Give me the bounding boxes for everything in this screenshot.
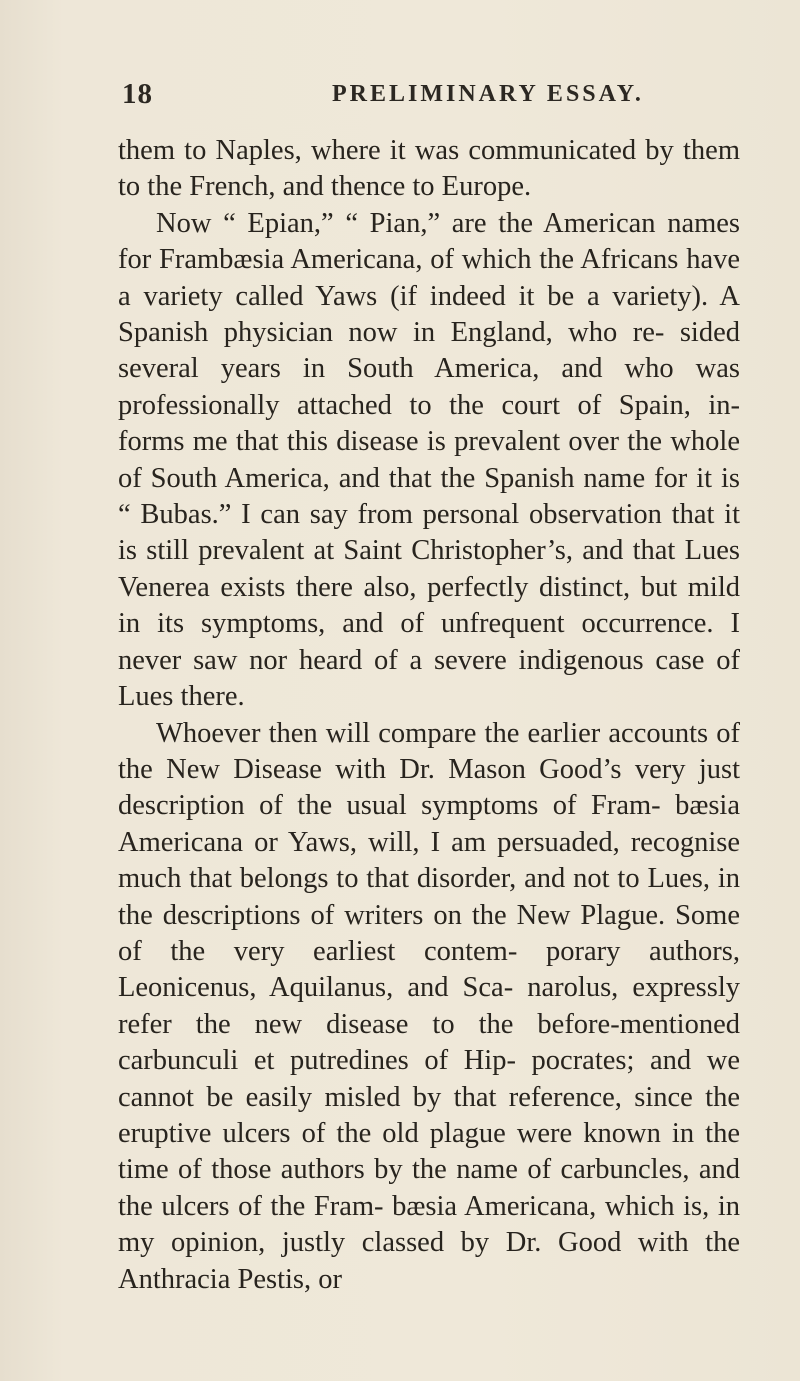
page-number: 18 xyxy=(122,78,153,110)
body-text xyxy=(118,133,740,1298)
paragraph-continuation: them to Naples, where it was communicated by them to the French, and thence to Europe. xyxy=(118,135,740,203)
running-title: PRELIMINARY ESSAY. xyxy=(332,81,644,107)
paragraph-epian-pian: Now “ Epian,” “ Pian,” are the American names for Frambæsia Americana, of which the Africans have a variety called Yaws (if indeed it be a variety). A Spanish physician now in England, who re- sided several years in South America, and who was professionally attached to the court of Spain, in- forms me that this disease is prevalent over the whole of South America, and that the Spanish name for it is “ Bubas.” I can say from personal observation that it is still prevalent at Saint Christopher’s, and that Lues Venerea exists there also, perfectly distinct, but mild in its symptoms, and of unfrequent occurrence. I never saw nor heard of a severe indigenous case of Lues there. xyxy=(118,207,740,713)
running-head xyxy=(122,78,762,118)
paragraph-new-disease: Whoever then will compare the earlier accounts of the New Disease with Dr. Mason Good’s very just description of the usual symptoms of Fram- bæsia Americana or Yaws, will, I am persuaded, recognise much that belongs to that disorder, and not to Lues, in the descriptions of writers on the New Plague. Some of the very earliest contem- porary authors, Leonicenus, Aquilanus, and Sca- narolus, expressly refer the new disease to the before-mentioned carbunculi et putredines of Hip- pocrates; and we cannot be easily misled by that reference, since the eruptive ulcers of the old plague were known in the time of those authors by the name of carbuncles, and the ulcers of the Fram- bæsia Americana, which is, in my opinion, justly classed by Dr. Good with the Anthracia Pestis, or xyxy=(118,717,740,1295)
